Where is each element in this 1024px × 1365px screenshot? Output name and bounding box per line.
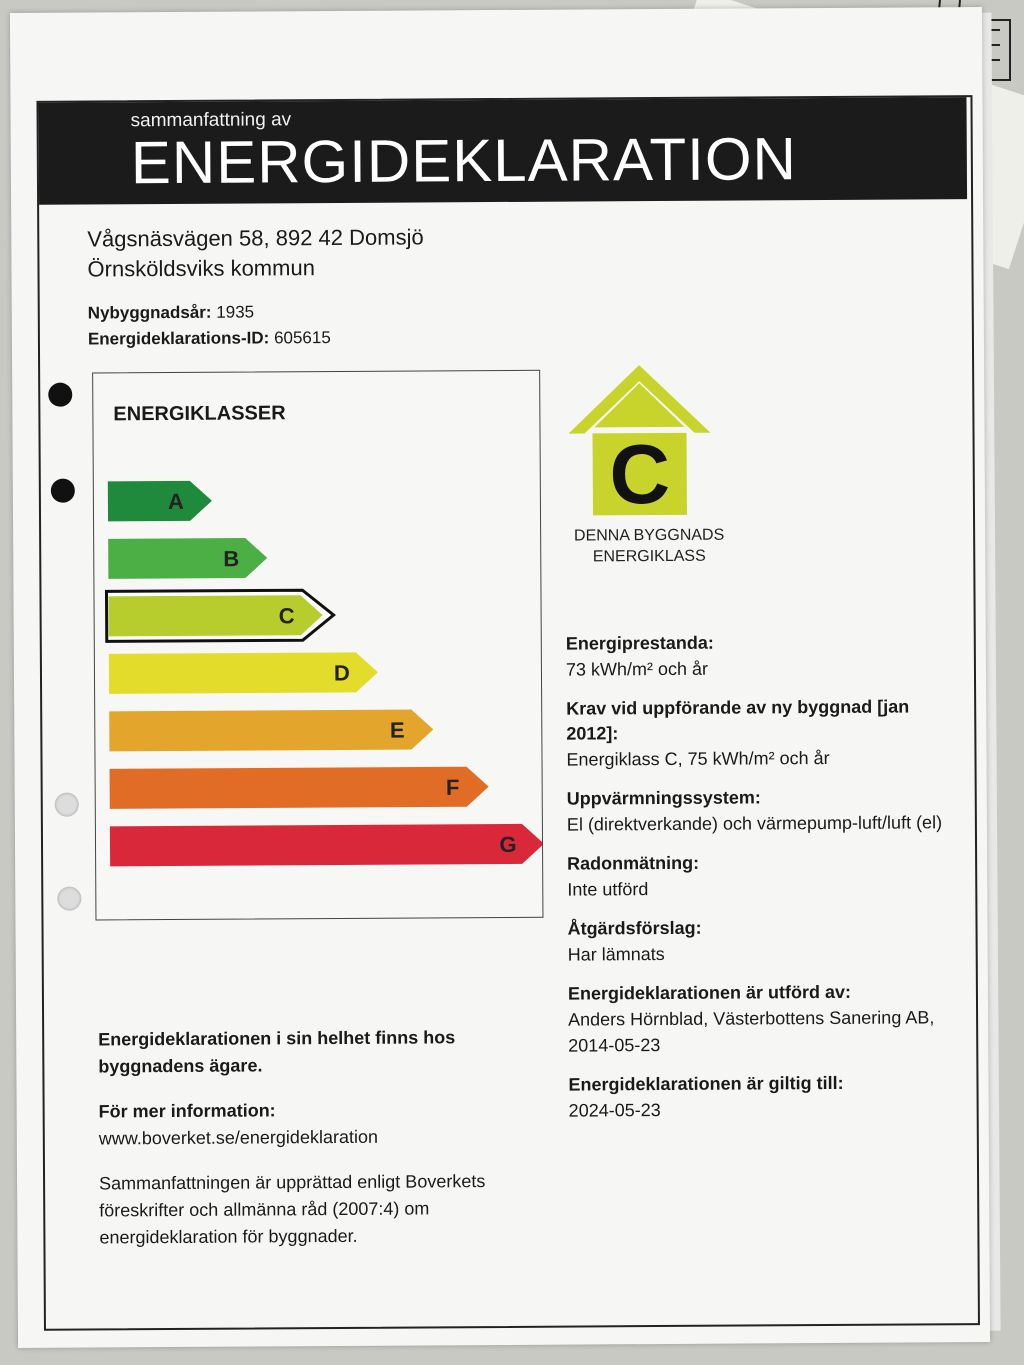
- energy-class-letter-d: D: [333, 660, 350, 686]
- info-item: [566, 629, 946, 682]
- info-value: Har lämnats: [567, 943, 665, 965]
- info-label: Uppvärmningssystem:: [566, 787, 761, 809]
- street-address: Vågsnäsvägen 58, 892 42 Domsjö: [87, 224, 424, 252]
- info-item: [567, 849, 947, 902]
- declaration-id-label: Energideklarations-ID:: [87, 328, 270, 349]
- energy-class-letter-g: G: [499, 831, 517, 858]
- more-info-label: För mer information:: [98, 1100, 276, 1122]
- energy-class-letter-e: E: [389, 717, 405, 743]
- info-value: Inte utförd: [567, 879, 649, 900]
- caption-line: ENERGIKLASS: [592, 547, 706, 566]
- meta-block: [88, 299, 331, 352]
- energy-class-letter-a: A: [167, 488, 184, 515]
- info-value: Energiklass C, 75 kWh/m² och år: [566, 747, 830, 770]
- punch-hole: [57, 887, 81, 911]
- municipality: Örnsköldsviks kommun: [87, 255, 315, 282]
- building-class-caption: [559, 525, 739, 568]
- energy-class-arrow-a: [108, 481, 212, 522]
- info-value: Anders Hörnblad, Västerbottens Sanering AB, 2014-05-23: [568, 1007, 935, 1056]
- building-energy-class-house-icon: [564, 361, 715, 522]
- document-page: [10, 7, 990, 1348]
- header-title: ENERGIDEKLARATION: [130, 125, 798, 197]
- info-value: El (direktverkande) och värmepump-luft/luft (el): [566, 812, 943, 835]
- info-item: [568, 1070, 948, 1123]
- info-item: [567, 914, 947, 967]
- legal-text: Sammanfattningen är upprättad enligt Boverkets föreskrifter och allmänna råd (2007:4) om energideklaration för byggnader.: [99, 1171, 486, 1248]
- energy-class-letter-b: B: [223, 546, 240, 572]
- header-subtitle: sammanfattning av: [130, 109, 292, 132]
- info-label: Energiprestanda:: [565, 632, 714, 654]
- info-item: [568, 979, 948, 1058]
- header-bar: [38, 97, 967, 205]
- punch-hole: [55, 793, 79, 817]
- energy-class-arrow-f: [110, 767, 489, 809]
- info-list: [566, 629, 949, 1137]
- footer-block: [98, 1024, 539, 1252]
- year-label: Nybyggnadsår:: [87, 302, 212, 323]
- declaration-id-value: 605615: [273, 328, 331, 348]
- energy-class-arrows: [93, 371, 542, 920]
- info-label: Radonmätning:: [567, 852, 700, 874]
- info-item: [567, 784, 947, 837]
- punch-hole: [51, 479, 75, 503]
- punch-hole: [48, 383, 72, 407]
- energy-class-letter-f: F: [445, 774, 460, 800]
- more-info-url: www.boverket.se/energideklaration: [98, 1126, 379, 1149]
- building-class-letter: C: [609, 426, 671, 522]
- energy-class-arrow-e: [109, 709, 433, 751]
- info-label: Energideklarationen är giltig till:: [568, 1072, 844, 1095]
- info-label: Krav vid uppförande av ny byggnad [jan 2012]:: [566, 696, 910, 744]
- year-value: 1935: [216, 302, 255, 322]
- info-value: 2024-05-23: [568, 1100, 661, 1121]
- info-label: Åtgärdsförslag:: [567, 917, 702, 939]
- energy-classes-title: ENERGIKLASSER: [113, 402, 286, 426]
- caption-line: DENNA BYGGNADS: [573, 526, 725, 545]
- address-block: [87, 222, 424, 284]
- owner-note: Energideklarationen i sin helhet finns hos byggnadens ägare.: [98, 1027, 456, 1077]
- info-value: 73 kWh/m² och år: [565, 658, 709, 680]
- energy-class-arrow-b: [108, 538, 267, 579]
- energy-class-arrow-g: [110, 824, 543, 867]
- info-item: [566, 694, 946, 772]
- info-label: Energideklarationen är utförd av:: [567, 981, 852, 1004]
- energy-class-letter-c: C: [278, 603, 295, 629]
- energy-class-scale: [92, 370, 543, 921]
